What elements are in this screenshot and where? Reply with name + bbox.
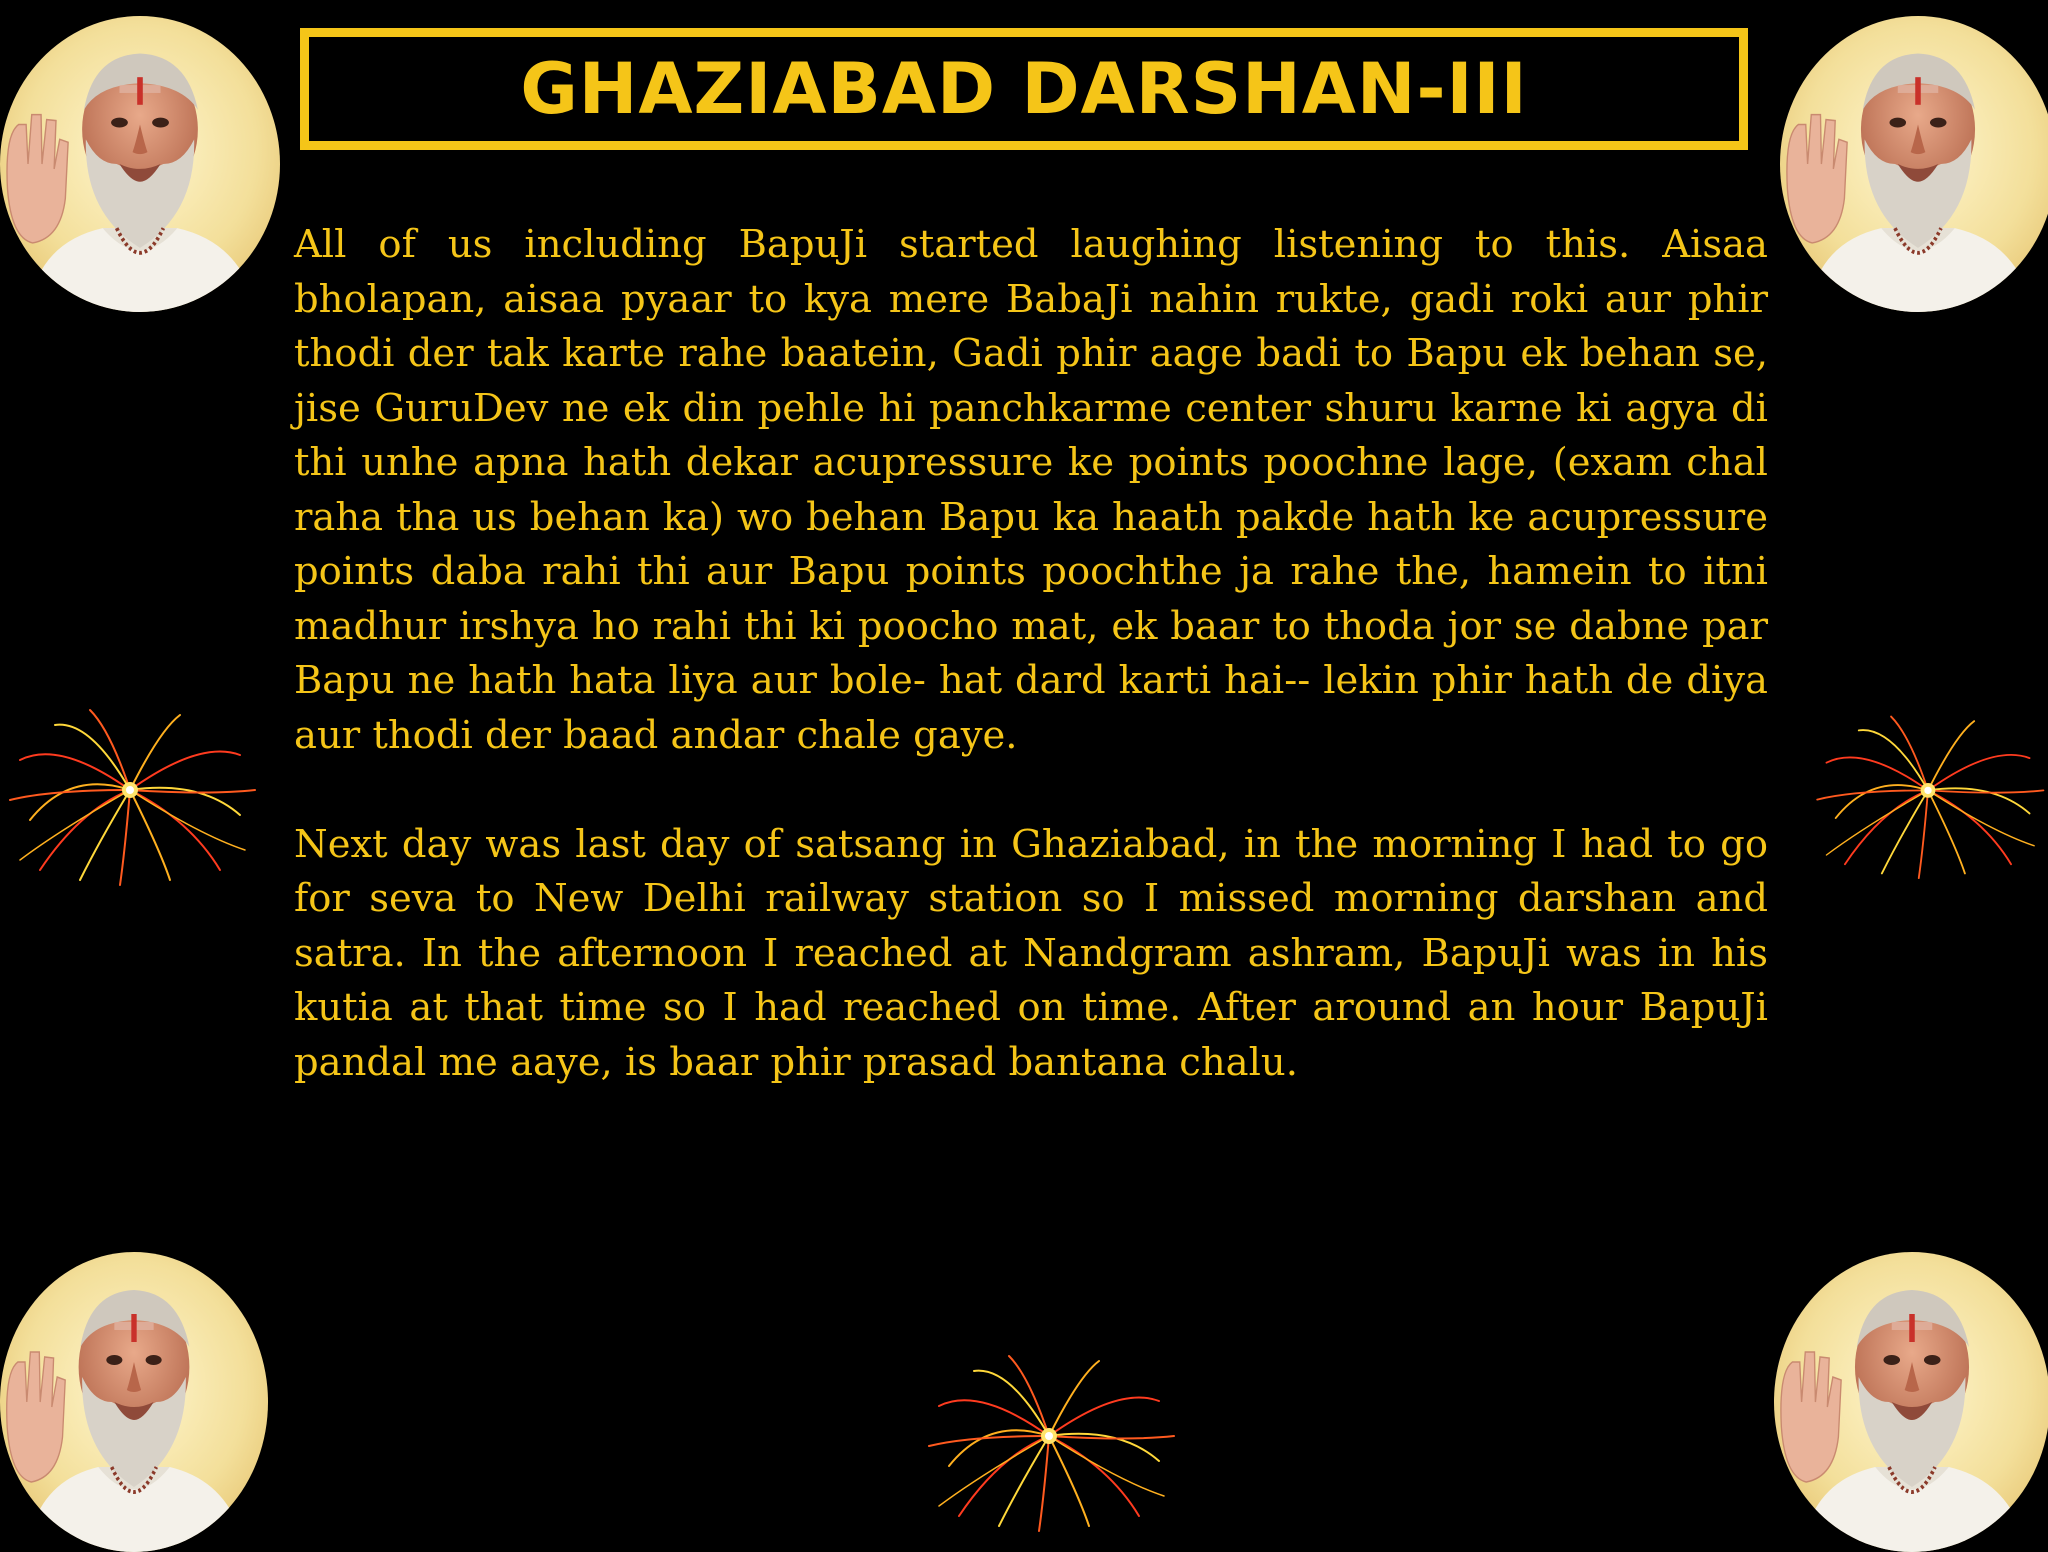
- body-text: [294, 218, 1768, 1090]
- portrait-top-left: [0, 16, 280, 312]
- firework-bottom: [918, 1346, 1180, 1536]
- portrait-bottom-right: [1774, 1252, 2048, 1552]
- paragraph-1: All of us including BapuJi started laughing listening to this. Aisaa bholapan, aisaa pyaar to kya mere BabaJi nahin rukte, gadi roki aur phir thodi der tak karte rahe baatein, Gadi phir aage badi to Bapu ek behan se, jise GuruDev ne ek din pehle hi panchkarme center shuru karne ki agya di thi unhe apna hath dekar acupressure ke points poochne lage, (exam chal raha tha us behan ka) wo behan Bapu ka haath pakde hath ke acupressure points daba rahi thi aur Bapu points poochthe ja rahe the, hamein to itni madhur irshya ho rahi thi ki poocho mat, ek baar to thoda jor se dabne par Bapu ne hath hata liya aur bole- hat dard karti hai-- lekin phir hath de diya aur thodi der baad andar chale gaye.: [294, 222, 1768, 758]
- saint-portrait-icon: [0, 16, 280, 312]
- firework-burst-icon: [1808, 700, 2048, 890]
- firework-left: [0, 700, 260, 890]
- title-box: [300, 28, 1748, 150]
- firework-burst-icon: [918, 1346, 1180, 1536]
- saint-portrait-icon: [0, 1252, 268, 1552]
- paragraph-2: Next day was last day of satsang in Ghaziabad, in the morning I had to go for seva to New Delhi railway station so I missed morning darshan and satra. In the afternoon I reached at Nandgram ashram, BapuJi was in his kutia at that time so I had reached on time. After around an hour BapuJi pandal me aaye, is baar phir prasad bantana chalu.: [294, 821, 1768, 1085]
- saint-portrait-icon: [1780, 16, 2048, 312]
- portrait-top-right: [1780, 16, 2048, 312]
- firework-burst-icon: [0, 700, 260, 890]
- saint-portrait-icon: [1774, 1252, 2048, 1552]
- page-title: GHAZIABAD DARSHAN-III: [520, 48, 1528, 130]
- firework-right: [1808, 700, 2048, 890]
- portrait-bottom-left: [0, 1252, 268, 1552]
